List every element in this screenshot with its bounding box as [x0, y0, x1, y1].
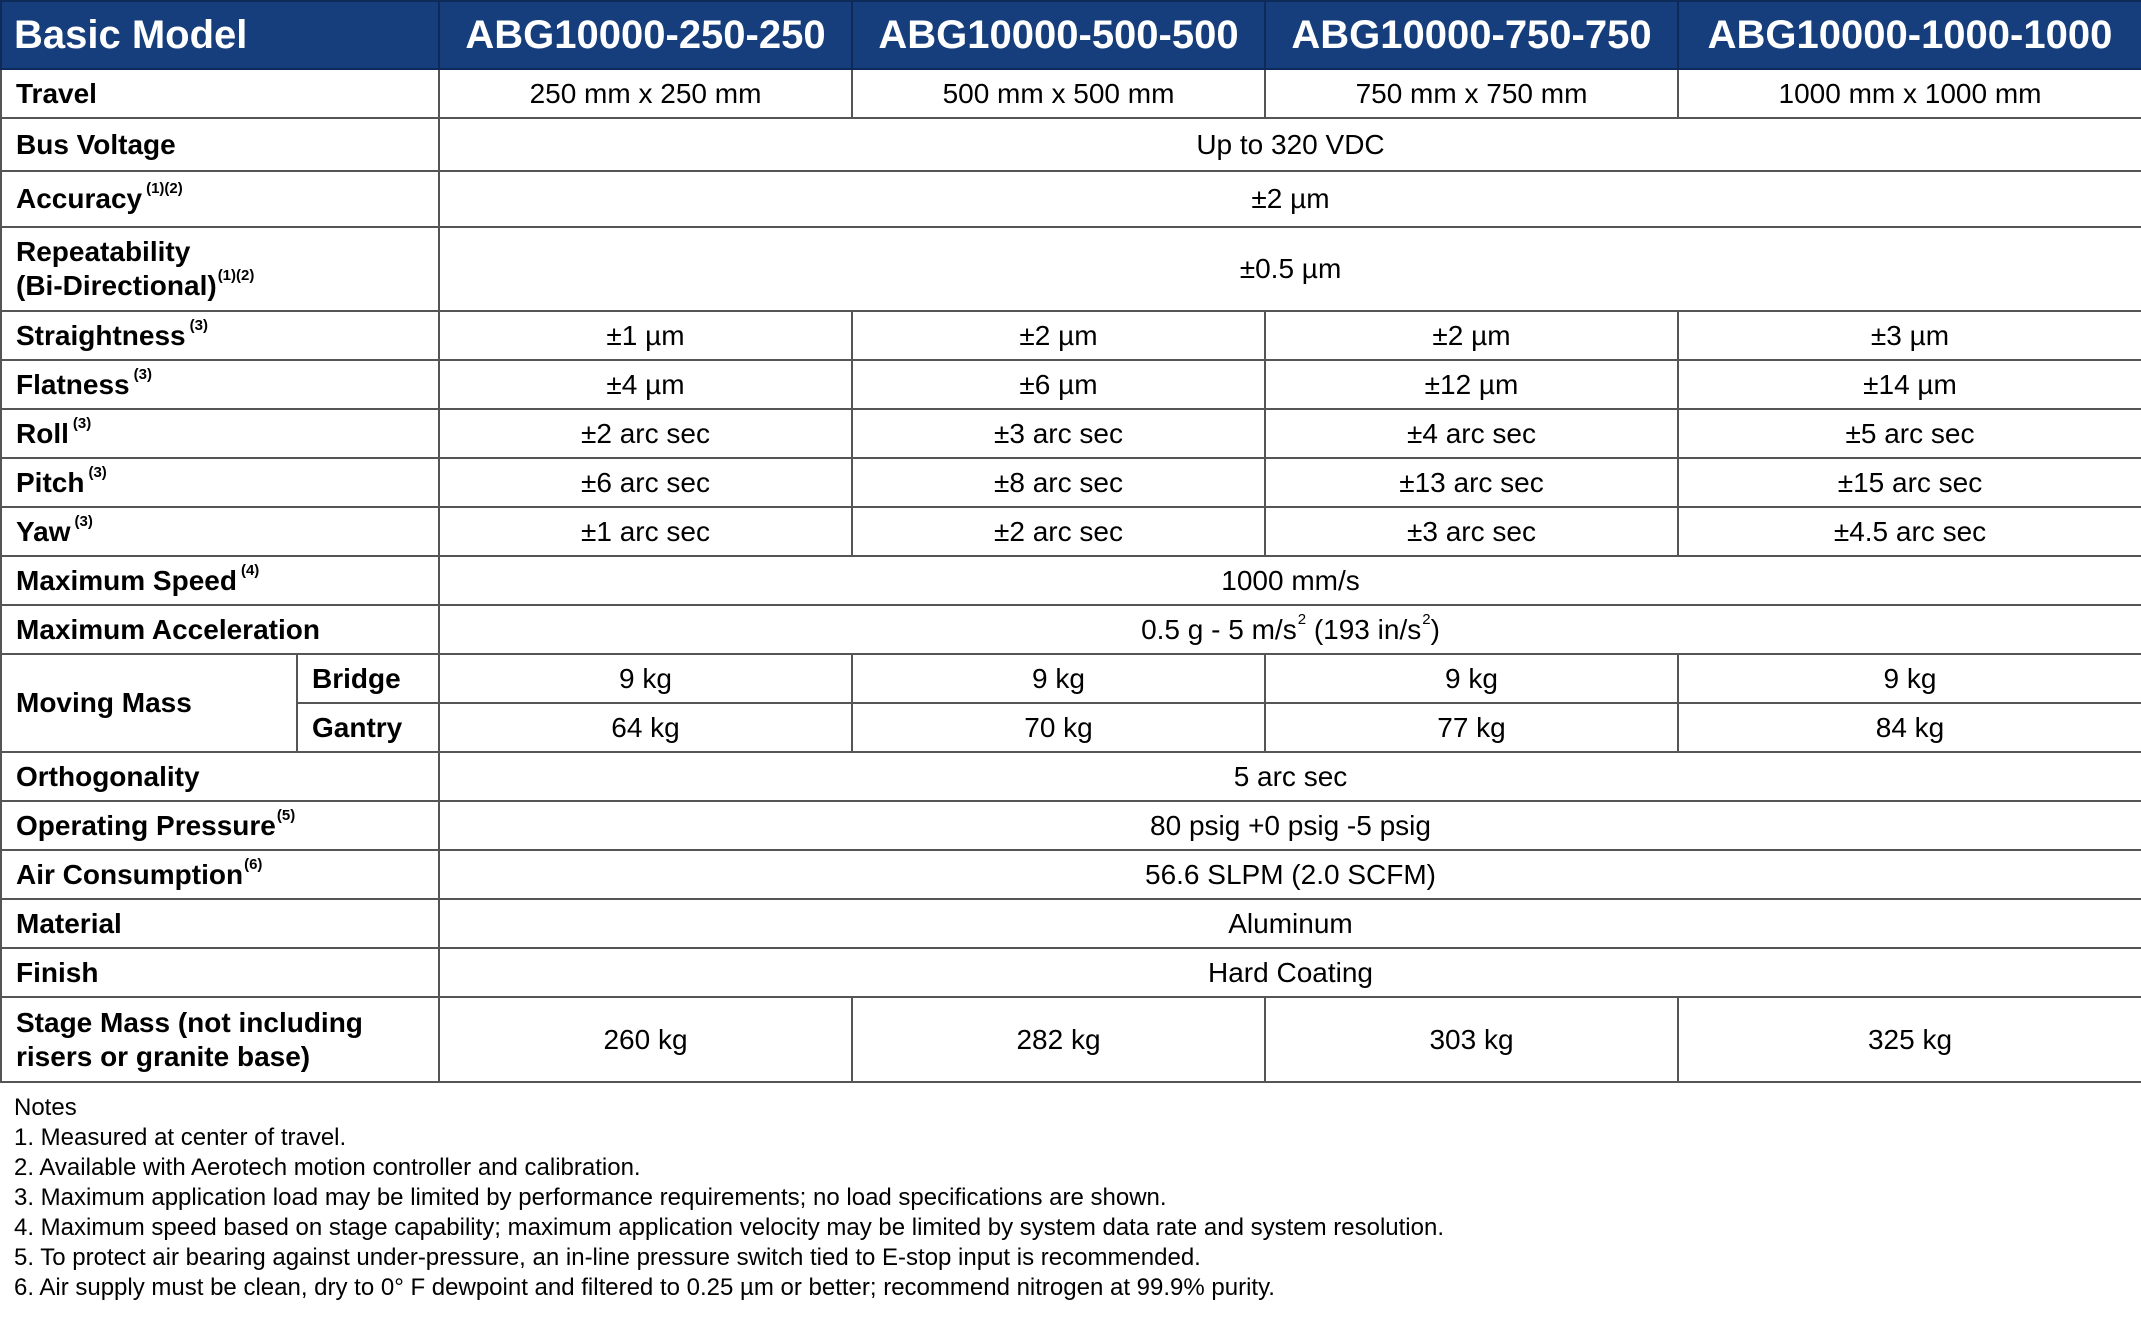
cell-value: ±2 µm [439, 171, 2141, 227]
row-label: Finish [1, 948, 439, 997]
footnote-ref: (3) [133, 365, 152, 383]
row-label [1, 507, 439, 556]
label-text: Flatness [16, 368, 130, 400]
label-text: (Bi-Directional) [16, 270, 217, 301]
header-model: ABG10000-250-250 [439, 1, 852, 69]
cell-value: ±12 µm [1265, 360, 1678, 409]
cell-value: ±1 arc sec [439, 507, 852, 556]
row-label [1, 360, 439, 409]
row-straightness [1, 311, 2141, 360]
row-flatness [1, 360, 2141, 409]
row-material [1, 899, 2141, 948]
row-label: Orthogonality [1, 752, 439, 801]
label-text: Pitch [16, 466, 85, 498]
superscript-2: 2 [1297, 610, 1307, 628]
cell-value: ±3 arc sec [852, 409, 1265, 458]
cell-value: 1000 mm x 1000 mm [1678, 69, 2141, 118]
note-item: 2. Available with Aerotech motion controller and calibration. [14, 1154, 641, 1181]
note-item: 5. To protect air bearing against under-pressure, an in-line pressure switch tied to E-stop input is recommended. [14, 1244, 1201, 1271]
cell-value: 77 kg [1265, 703, 1678, 752]
cell-value: 260 kg [439, 997, 852, 1082]
cell-value: ±1 µm [439, 311, 852, 360]
note-item: 6. Air supply must be clean, dry to 0° F dewpoint and filtered to 0.25 µm or better; recommend nitrogen at 99.9% purity. [14, 1274, 1275, 1301]
cell-value: 303 kg [1265, 997, 1678, 1082]
label-text: Straightness [16, 319, 186, 351]
cell-value: 250 mm x 250 mm [439, 69, 852, 118]
row-yaw [1, 507, 2141, 556]
row-label: Maximum Acceleration [1, 605, 439, 654]
row-label [1, 171, 439, 227]
row-maximum-speed [1, 556, 2141, 605]
label-text: Repeatability [16, 236, 191, 268]
cell-value: 70 kg [852, 703, 1265, 752]
cell-value: ±13 arc sec [1265, 458, 1678, 507]
cell-value: 9 kg [1678, 654, 2141, 703]
cell-value: ±6 µm [852, 360, 1265, 409]
label-text: Roll [16, 417, 69, 449]
row-travel [1, 69, 2141, 118]
cell-value: ±4 µm [439, 360, 852, 409]
cell-value: 9 kg [852, 654, 1265, 703]
cell-value: 5 arc sec [439, 752, 2141, 801]
header-model: ABG10000-750-750 [1265, 1, 1678, 69]
row-label [1, 997, 439, 1082]
footnote-ref: (3) [72, 414, 92, 432]
header-model: ABG10000-500-500 [852, 1, 1265, 69]
footnote-ref: (3) [74, 512, 93, 530]
value-text: ) [1430, 613, 1440, 645]
footnote-ref: (1)(2) [217, 267, 255, 284]
cell-value: Hard Coating [439, 948, 2141, 997]
cell-value: ±4 arc sec [1265, 409, 1678, 458]
cell-value: ±3 µm [1678, 311, 2141, 360]
cell-value: 500 mm x 500 mm [852, 69, 1265, 118]
row-moving-mass-bridge [1, 654, 2141, 703]
cell-value: ±5 arc sec [1678, 409, 2141, 458]
cell-value: ±2 arc sec [852, 507, 1265, 556]
cell-value: 9 kg [439, 654, 852, 703]
cell-value: ±2 µm [1265, 311, 1678, 360]
label-text: risers or granite base) [16, 1040, 311, 1072]
cell-value: 56.6 SLPM (2.0 SCFM) [439, 850, 2141, 899]
row-moving-mass-gantry [1, 703, 2141, 752]
cell-value: 84 kg [1678, 703, 2141, 752]
label-text: Operating Pressure [16, 809, 276, 841]
row-accuracy [1, 171, 2141, 227]
note-item: 3. Maximum application load may be limited by performance requirements; no load specifications are shown. [14, 1184, 1167, 1211]
cell-value: 9 kg [1265, 654, 1678, 703]
row-label [1, 458, 439, 507]
row-roll [1, 409, 2141, 458]
row-air-consumption [1, 850, 2141, 899]
cell-value: Up to 320 VDC [439, 118, 2141, 171]
footnote-ref: (3) [189, 316, 208, 334]
cell-value: ±14 µm [1678, 360, 2141, 409]
row-bus-voltage [1, 118, 2141, 171]
header-model: ABG10000-1000-1000 [1678, 1, 2141, 69]
row-label: Material [1, 899, 439, 948]
row-repeatability [1, 227, 2141, 311]
footnote-ref: (5) [276, 806, 296, 824]
row-finish [1, 948, 2141, 997]
cell-value: 64 kg [439, 703, 852, 752]
cell-value: ±2 µm [852, 311, 1265, 360]
cell-value: 325 kg [1678, 997, 2141, 1082]
row-label [1, 801, 439, 850]
row-label: Bus Voltage [1, 118, 439, 171]
row-label: Moving Mass [1, 654, 297, 752]
label-text: Air Consumption [16, 858, 244, 890]
row-maximum-acceleration [1, 605, 2141, 654]
header-row [1, 1, 2141, 69]
row-pitch [1, 458, 2141, 507]
cell-value: ±3 arc sec [1265, 507, 1678, 556]
label-text: Stage Mass (not including [16, 1006, 363, 1038]
cell-value: ±2 arc sec [439, 409, 852, 458]
notes-section [14, 1093, 1444, 1303]
row-orthogonality [1, 752, 2141, 801]
cell-value: ±15 arc sec [1678, 458, 2141, 507]
row-label [1, 227, 439, 311]
cell-value: ±0.5 µm [439, 227, 2141, 311]
row-label [1, 850, 439, 899]
cell-value: 750 mm x 750 mm [1265, 69, 1678, 118]
notes-title: Notes [14, 1094, 77, 1121]
header-basic-model: Basic Model [1, 1, 439, 69]
label-text: Yaw [16, 515, 71, 547]
sub-label: Gantry [297, 703, 439, 752]
cell-value: ±8 arc sec [852, 458, 1265, 507]
cell-value: 282 kg [852, 997, 1265, 1082]
row-operating-pressure [1, 801, 2141, 850]
cell-value: ±6 arc sec [439, 458, 852, 507]
footnote-ref: (4) [240, 561, 260, 579]
cell-value: Aluminum [439, 899, 2141, 948]
value-text: 0.5 g - 5 m/s [1141, 613, 1297, 645]
cell-value [439, 605, 2141, 654]
footnote-ref: (6) [244, 855, 263, 873]
cell-value: ±4.5 arc sec [1678, 507, 2141, 556]
note-item: 1. Measured at center of travel. [14, 1124, 347, 1151]
label-text: Maximum Speed [16, 564, 237, 596]
row-label [1, 409, 439, 458]
footnote-ref: (3) [88, 463, 107, 481]
row-label: Travel [1, 69, 439, 118]
superscript-2: 2 [1422, 610, 1431, 628]
cell-value: 80 psig +0 psig -5 psig [439, 801, 2141, 850]
value-text: (193 in/s [1313, 613, 1422, 645]
cell-value: 1000 mm/s [439, 556, 2141, 605]
row-stage-mass [1, 997, 2141, 1082]
footnote-ref: (1)(2) [146, 180, 183, 198]
note-item: 4. Maximum speed based on stage capability; maximum application velocity may be limited by system data rate and system resolution. [14, 1214, 1444, 1241]
row-label [1, 311, 439, 360]
sub-label: Bridge [297, 654, 439, 703]
label-text: Accuracy [16, 183, 143, 215]
row-label [1, 556, 439, 605]
